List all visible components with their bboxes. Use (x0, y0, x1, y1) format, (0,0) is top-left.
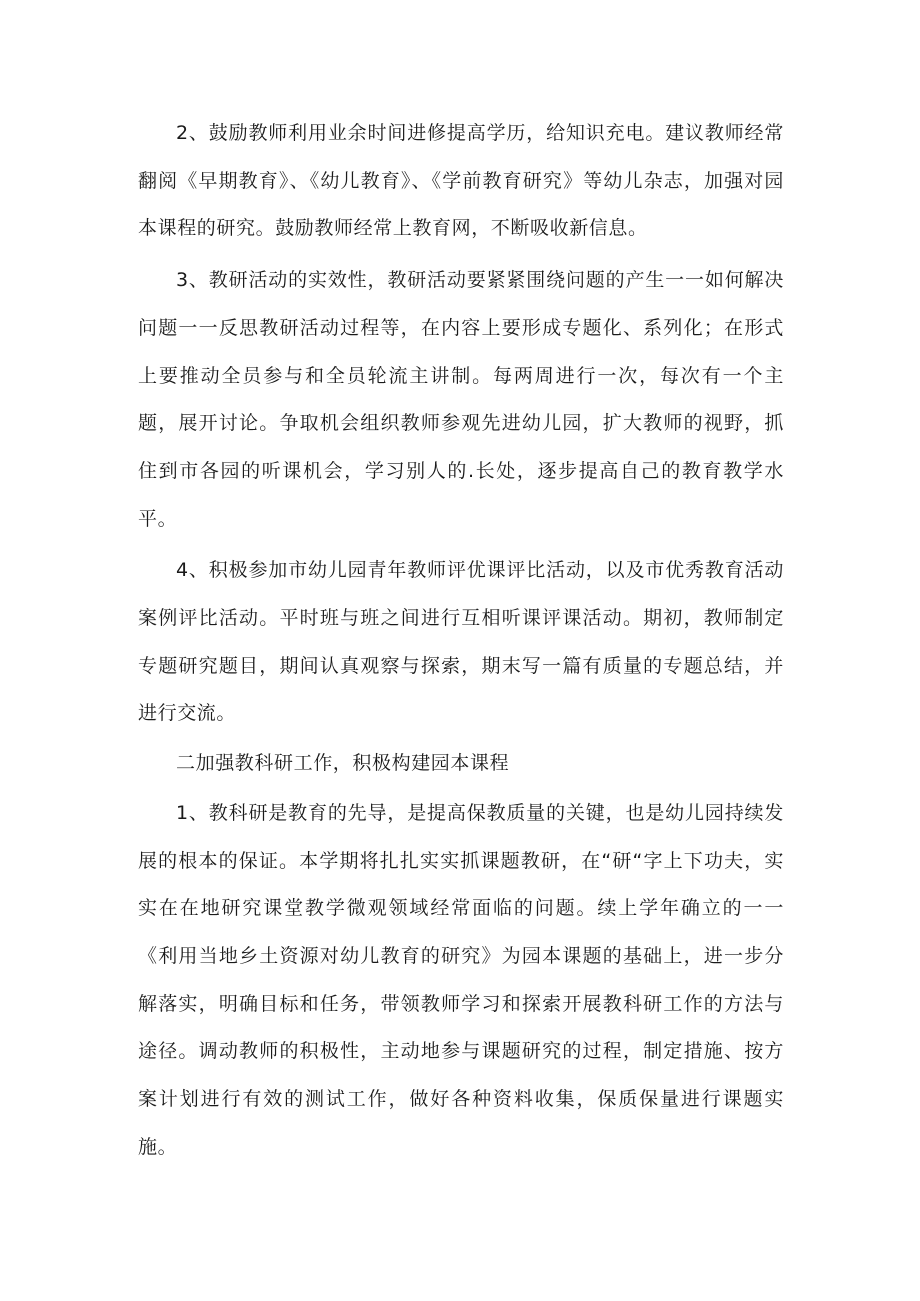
paragraph-item-2: 2、鼓励教师利用业余时间进修提高学历，给知识充电。建议教师经常翻阅《早期教育》、《幼儿教育》、《学前教育研究》等幼儿杂志，加强对园本课程的研究。鼓励教师经常上教育网，不断吸收新信息。 (138, 122, 784, 240)
section-heading: 二加强教科研工作，积极构建园本课程 (176, 752, 510, 775)
section-paragraph-1: 1、教科研是教育的先导，是提高保教质量的关键，也是幼儿园持续发展的根本的保证。本学期将扎扎实实抓课题教研，在“研“字上下功夫，实实在在地研究课堂教学微观领域经常面临的问题。续上学年确立的一一《利用当地乡土资源对幼儿教育的研究》为园本课题的基础上，进一步分解落实，明确目标和任务，带领教师学习和探索开展教科研工作的方法与途径。调动教师的积极性，主动地参与课题研究的过程，制定措施、按方案计划进行有效的测试工作，做好各种资料收集，保质保量进行课题实施。 (138, 801, 784, 1158)
document-body (138, 110, 784, 1171)
paragraph-item-4: 4、积极参加市幼儿园青年教师评优课评比活动，以及市优秀教育活动案例评比活动。平时班与班之间进行互相听课评课活动。期初，教师制定专题研究题目，期间认真观察与探索，期末写一篇有质量的专题总结，并进行交流。 (138, 559, 784, 725)
paragraph-item-3: 3、教研活动的实效性，教研活动要紧紧围绕问题的产生一一如何解决问题一一反思教研活动过程等，在内容上要形成专题化、系列化；在形式上要推动全员参与和全员轮流主讲制。每两周进行一次，每次有一个主题，展开讨论。争取机会组织教师参观先进幼儿园，扩大教师的视野，抓住到市各园的听课机会，学习别人的.长处，逐步提高自己的教育教学水平。 (138, 269, 784, 530)
